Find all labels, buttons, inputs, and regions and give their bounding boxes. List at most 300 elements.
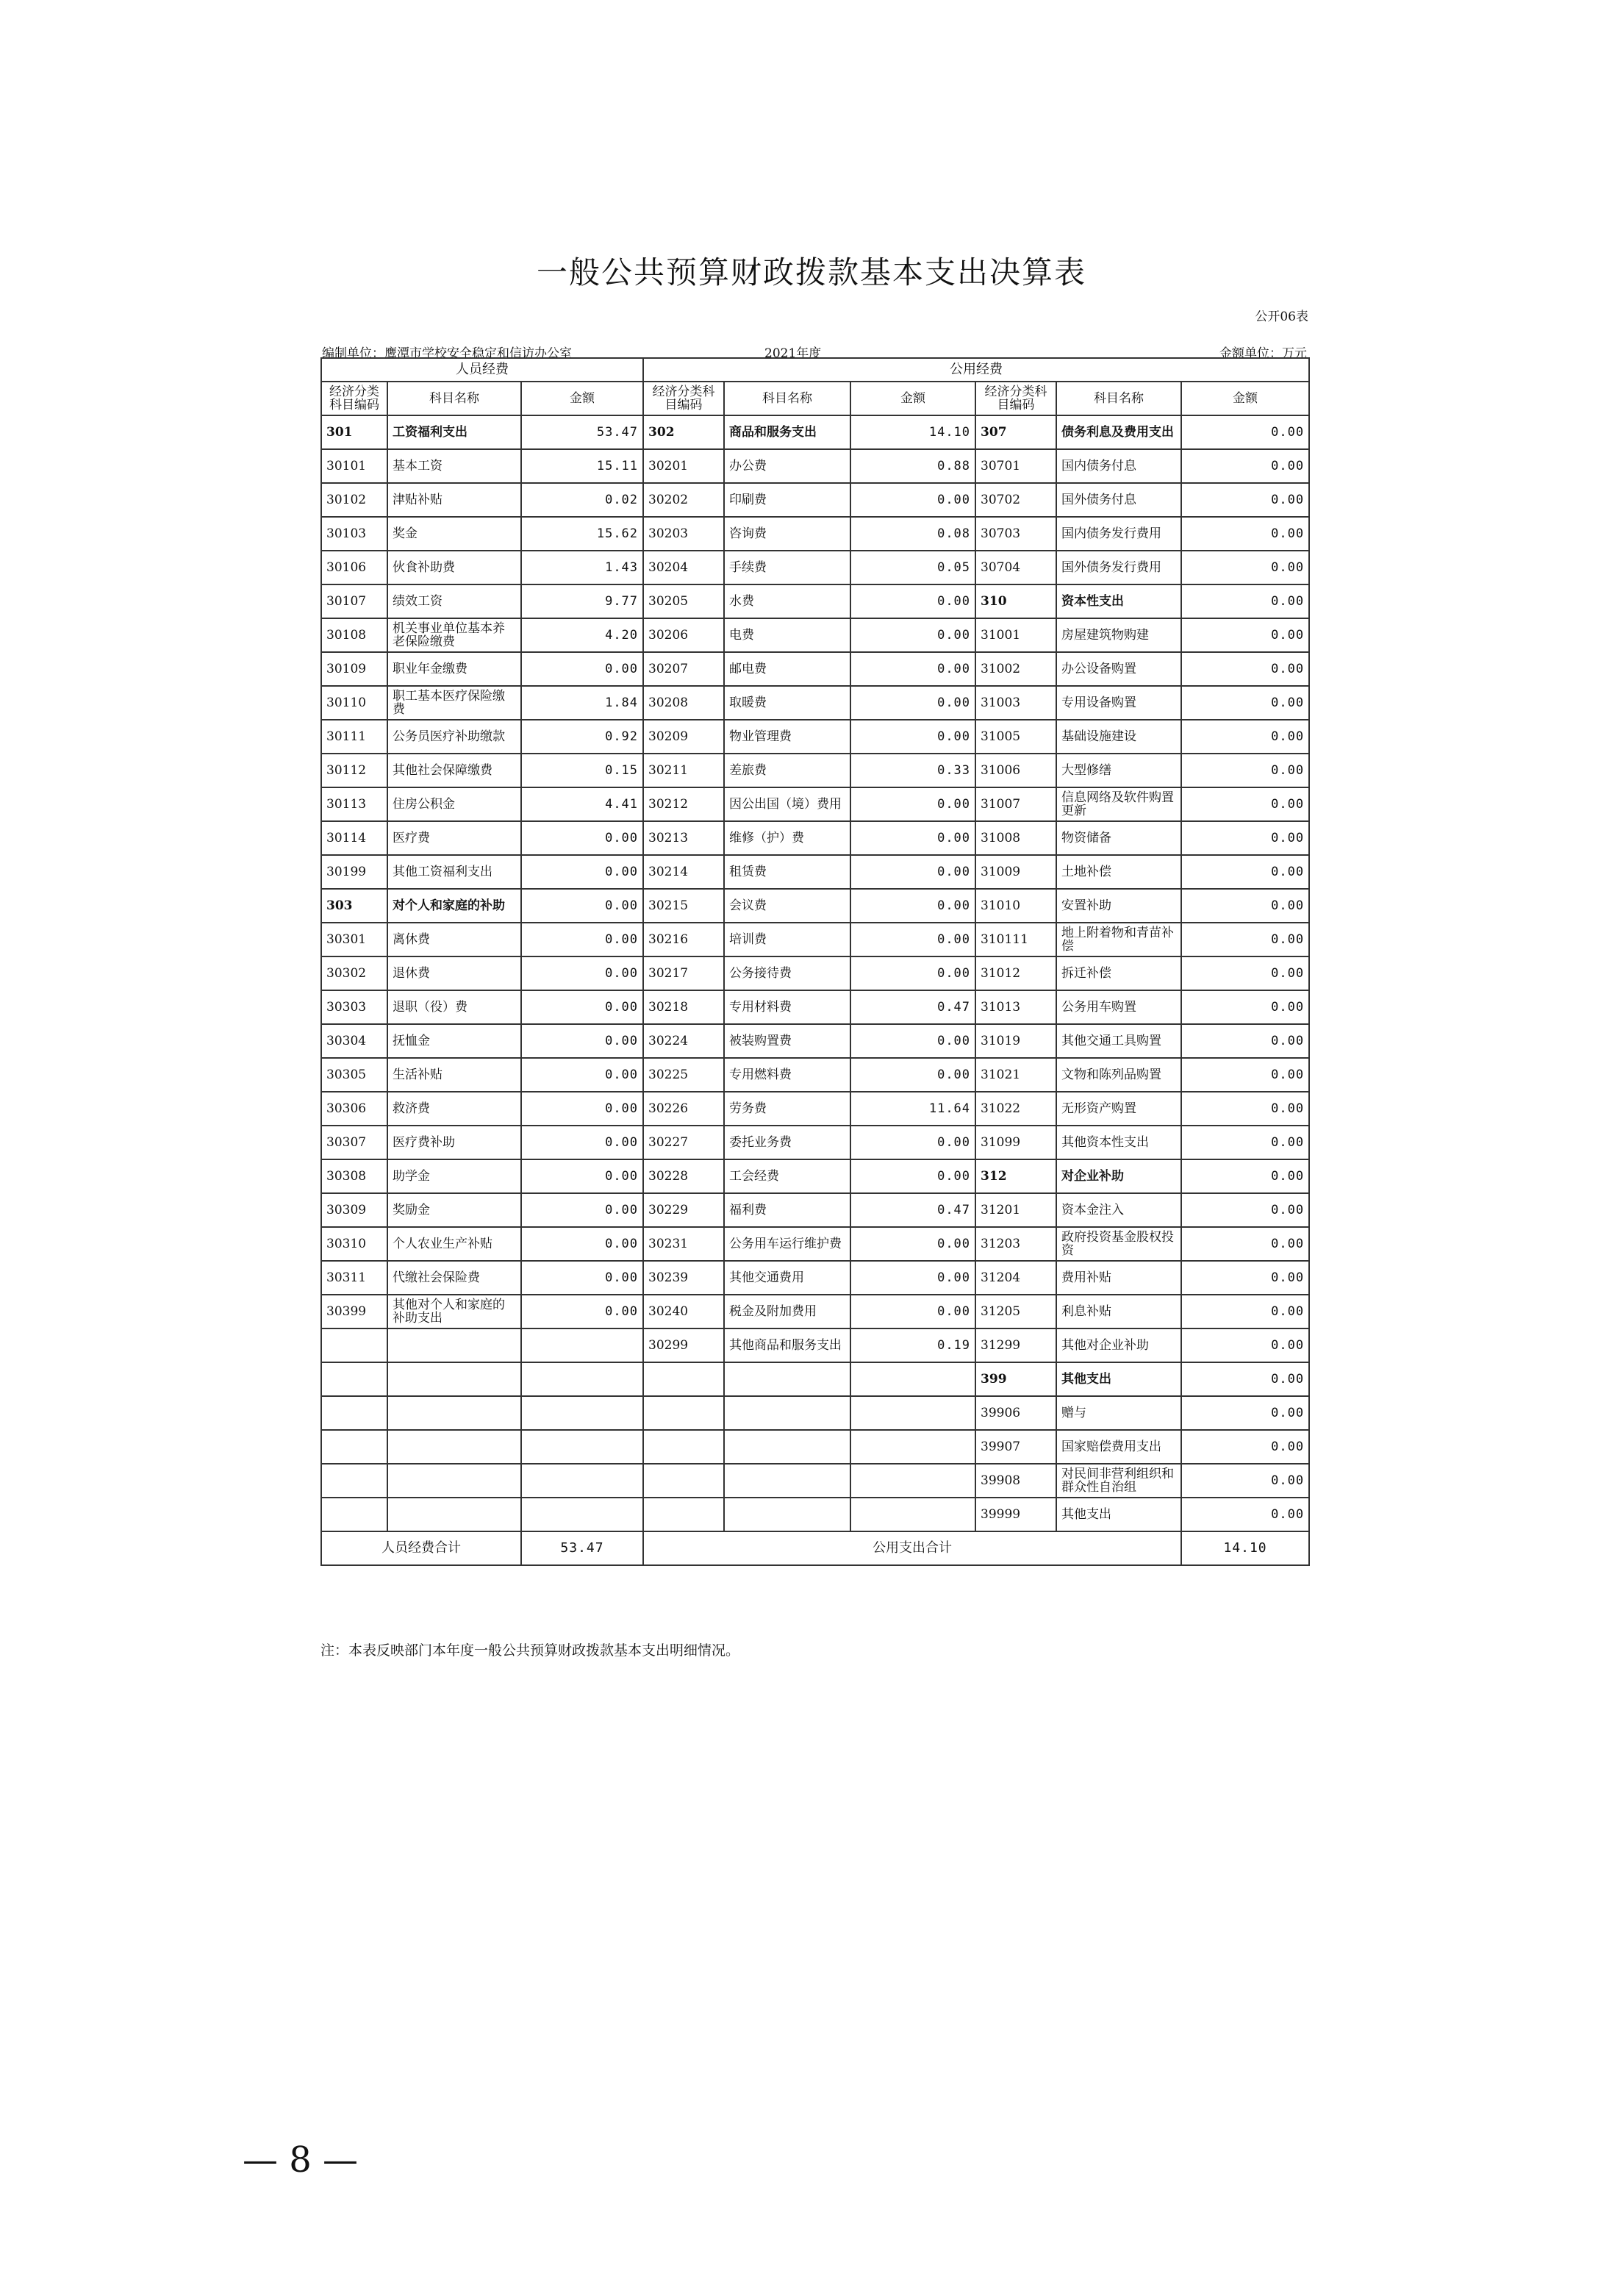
row-name: [387, 1396, 521, 1430]
row-code: [643, 1430, 724, 1464]
row-name: 商品和服务支出: [724, 415, 850, 449]
row-name: [724, 1362, 850, 1396]
row-name: 大型修缮: [1056, 754, 1181, 787]
row-name: 职业年金缴费: [387, 652, 521, 686]
table-row: [321, 1261, 1309, 1295]
row-code: 30308: [321, 1159, 387, 1193]
row-amount: 0.00: [1181, 787, 1309, 821]
row-code: 31201: [975, 1193, 1056, 1227]
row-amount: [521, 1464, 643, 1498]
row-amount: 0.00: [850, 956, 975, 990]
row-code: 30208: [643, 686, 724, 720]
header-amount: 金额: [1181, 382, 1309, 415]
row-name: [387, 1464, 521, 1498]
row-amount: [850, 1396, 975, 1430]
table-row: [321, 686, 1309, 720]
table-row: [321, 754, 1309, 787]
row-amount: 1.84: [521, 686, 643, 720]
row-name: 办公费: [724, 449, 850, 483]
table-row: [321, 1126, 1309, 1159]
row-name: 代缴社会保险费: [387, 1261, 521, 1295]
table-row: [321, 720, 1309, 754]
row-amount: 0.00: [1181, 517, 1309, 551]
row-amount: 0.00: [1181, 754, 1309, 787]
row-amount: 0.00: [1181, 415, 1309, 449]
row-name: 电费: [724, 618, 850, 652]
row-name: [387, 1430, 521, 1464]
row-code: [321, 1498, 387, 1531]
row-name: 安置补助: [1056, 889, 1181, 923]
row-amount: 0.00: [850, 686, 975, 720]
row-amount: 0.00: [521, 1092, 643, 1126]
row-name: 公务用车购置: [1056, 990, 1181, 1024]
row-code: 30205: [643, 584, 724, 618]
row-amount: 14.10: [850, 415, 975, 449]
header-amount: 金额: [521, 382, 643, 415]
row-name: 租赁费: [724, 855, 850, 889]
row-code: 30305: [321, 1058, 387, 1092]
personnel-total-amount: 53.47: [521, 1531, 643, 1565]
row-name: 住房公积金: [387, 787, 521, 821]
row-name: 福利费: [724, 1193, 850, 1227]
row-name: [387, 1328, 521, 1362]
row-code: 30225: [643, 1058, 724, 1092]
row-code: 31002: [975, 652, 1056, 686]
row-code: 30110: [321, 686, 387, 720]
row-amount: 0.00: [521, 1058, 643, 1092]
row-code: 312: [975, 1159, 1056, 1193]
row-code: 30311: [321, 1261, 387, 1295]
row-name: 国内债务发行费用: [1056, 517, 1181, 551]
row-code: 31001: [975, 618, 1056, 652]
row-name: 生活补贴: [387, 1058, 521, 1092]
row-code: 30704: [975, 551, 1056, 584]
row-name: 绩效工资: [387, 584, 521, 618]
table-row: [321, 889, 1309, 923]
row-name: 基础设施建设: [1056, 720, 1181, 754]
row-name: 基本工资: [387, 449, 521, 483]
row-name: 无形资产购置: [1056, 1092, 1181, 1126]
row-amount: 0.00: [850, 1024, 975, 1058]
row-name: 咨询费: [724, 517, 850, 551]
row-name: 国外债务发行费用: [1056, 551, 1181, 584]
row-code: 30211: [643, 754, 724, 787]
row-name: 工资福利支出: [387, 415, 521, 449]
year-label: 2021年度: [764, 346, 822, 361]
table-row: [321, 923, 1309, 956]
row-amount: 0.00: [850, 652, 975, 686]
row-amount: 0.00: [521, 923, 643, 956]
row-code: 30215: [643, 889, 724, 923]
row-amount: 0.00: [521, 1295, 643, 1328]
row-code: 30701: [975, 449, 1056, 483]
row-amount: 0.00: [1181, 449, 1309, 483]
row-name: 抚恤金: [387, 1024, 521, 1058]
row-name: 对民间非营利组织和群众性自治组: [1056, 1464, 1181, 1498]
row-code: [321, 1430, 387, 1464]
row-code: 30213: [643, 821, 724, 855]
row-name: 专用燃料费: [724, 1058, 850, 1092]
row-code: 30229: [643, 1193, 724, 1227]
row-amount: 0.00: [1181, 483, 1309, 517]
row-code: 30216: [643, 923, 724, 956]
row-name: 物业管理费: [724, 720, 850, 754]
table-row: [321, 618, 1309, 652]
row-name: [724, 1396, 850, 1430]
row-amount: 53.47: [521, 415, 643, 449]
row-name: 资本性支出: [1056, 584, 1181, 618]
row-code: 30231: [643, 1227, 724, 1261]
row-code: 39906: [975, 1396, 1056, 1430]
row-code: 31008: [975, 821, 1056, 855]
row-name: 培训费: [724, 923, 850, 956]
table-row: [321, 1024, 1309, 1058]
row-name: 费用补贴: [1056, 1261, 1181, 1295]
row-amount: 0.00: [521, 1193, 643, 1227]
table-row: [321, 1092, 1309, 1126]
row-amount: 0.47: [850, 990, 975, 1024]
row-code: 39907: [975, 1430, 1056, 1464]
row-amount: 0.00: [521, 652, 643, 686]
public-total-label: 公用支出合计: [643, 1531, 1181, 1565]
row-amount: 0.00: [850, 584, 975, 618]
row-name: [724, 1498, 850, 1531]
row-amount: 11.64: [850, 1092, 975, 1126]
row-amount: 0.00: [521, 1126, 643, 1159]
row-name: [724, 1464, 850, 1498]
row-name: 奖励金: [387, 1193, 521, 1227]
row-code: 30307: [321, 1126, 387, 1159]
table-row: [321, 855, 1309, 889]
row-amount: 0.00: [1181, 1498, 1309, 1531]
row-code: 30239: [643, 1261, 724, 1295]
row-code: 30209: [643, 720, 724, 754]
row-name: 拆迁补偿: [1056, 956, 1181, 990]
table-row: [321, 1498, 1309, 1531]
personnel-total-label: 人员经费合计: [321, 1531, 521, 1565]
row-amount: 0.00: [1181, 1464, 1309, 1498]
row-amount: 0.00: [850, 923, 975, 956]
row-amount: [521, 1430, 643, 1464]
row-code: 302: [643, 415, 724, 449]
row-name: 邮电费: [724, 652, 850, 686]
row-amount: 9.77: [521, 584, 643, 618]
row-name: 离休费: [387, 923, 521, 956]
row-amount: 0.00: [1181, 923, 1309, 956]
row-amount: 0.00: [1181, 1092, 1309, 1126]
table-row: [321, 1362, 1309, 1396]
row-name: 差旅费: [724, 754, 850, 787]
table-row: [321, 415, 1309, 449]
row-amount: 0.15: [521, 754, 643, 787]
table-row: [321, 517, 1309, 551]
row-name: 其他交通费用: [724, 1261, 850, 1295]
page-title: 一般公共预算财政拨款基本支出决算表: [536, 254, 1086, 290]
row-code: 31203: [975, 1227, 1056, 1261]
table-row: [321, 449, 1309, 483]
unit-label: 金额单位：万元: [1219, 346, 1307, 361]
row-name: 机关事业单位基本养老保险缴费: [387, 618, 521, 652]
row-amount: 0.92: [521, 720, 643, 754]
header-amount: 金额: [850, 382, 975, 415]
row-name: 其他社会保障缴费: [387, 754, 521, 787]
row-name: 物资储备: [1056, 821, 1181, 855]
row-code: [643, 1362, 724, 1396]
table-body: [321, 415, 1309, 1531]
row-amount: 0.00: [1181, 1295, 1309, 1328]
row-name: 文物和陈列品购置: [1056, 1058, 1181, 1092]
section-personnel: 人员经费: [321, 358, 643, 382]
row-amount: 0.05: [850, 551, 975, 584]
row-code: 30203: [643, 517, 724, 551]
row-name: 伙食补助费: [387, 551, 521, 584]
row-code: 30199: [321, 855, 387, 889]
row-code: 30226: [643, 1092, 724, 1126]
table-row: [321, 1396, 1309, 1430]
row-amount: 0.00: [1181, 1024, 1309, 1058]
row-name: 退休费: [387, 956, 521, 990]
row-amount: 15.62: [521, 517, 643, 551]
row-code: 30302: [321, 956, 387, 990]
row-code: 30702: [975, 483, 1056, 517]
table-row: [321, 990, 1309, 1024]
row-name: 国内债务付息: [1056, 449, 1181, 483]
row-amount: 0.00: [850, 483, 975, 517]
row-amount: 0.00: [850, 855, 975, 889]
row-amount: [521, 1396, 643, 1430]
row-code: 30703: [975, 517, 1056, 551]
header-code: 经济分类科目编码: [643, 382, 724, 415]
table-tag: 公开06表: [1255, 310, 1308, 324]
header-name: 科目名称: [387, 382, 521, 415]
row-code: 30224: [643, 1024, 724, 1058]
row-amount: 0.00: [850, 821, 975, 855]
row-name: 会议费: [724, 889, 850, 923]
row-code: 31003: [975, 686, 1056, 720]
row-amount: [850, 1498, 975, 1531]
row-name: 专用材料费: [724, 990, 850, 1024]
row-amount: 0.00: [521, 1227, 643, 1261]
table-row: [321, 1227, 1309, 1261]
public-total-amount: 14.10: [1181, 1531, 1309, 1565]
row-code: 30310: [321, 1227, 387, 1261]
row-code: 30227: [643, 1126, 724, 1159]
row-name: 水费: [724, 584, 850, 618]
row-code: 30202: [643, 483, 724, 517]
row-code: 30102: [321, 483, 387, 517]
row-name: 印刷费: [724, 483, 850, 517]
row-name: 维修（护）费: [724, 821, 850, 855]
row-code: 31006: [975, 754, 1056, 787]
row-code: 30201: [643, 449, 724, 483]
row-amount: 0.00: [521, 855, 643, 889]
row-code: 30204: [643, 551, 724, 584]
row-name: 其他工资福利支出: [387, 855, 521, 889]
table-row: [321, 1328, 1309, 1362]
row-amount: 0.00: [1181, 1362, 1309, 1396]
row-code: 30103: [321, 517, 387, 551]
table-row: [321, 1295, 1309, 1328]
row-code: 31019: [975, 1024, 1056, 1058]
row-name: 税金及附加费用: [724, 1295, 850, 1328]
row-code: 30306: [321, 1092, 387, 1126]
row-code: 31021: [975, 1058, 1056, 1092]
row-code: 30106: [321, 551, 387, 584]
row-amount: 0.00: [1181, 686, 1309, 720]
row-code: [321, 1396, 387, 1430]
row-code: 31012: [975, 956, 1056, 990]
row-name: 政府投资基金股权投资: [1056, 1227, 1181, 1261]
row-code: 30301: [321, 923, 387, 956]
row-amount: [521, 1362, 643, 1396]
row-code: 30399: [321, 1295, 387, 1328]
row-amount: 0.00: [521, 990, 643, 1024]
row-name: 公务接待费: [724, 956, 850, 990]
row-name: 医疗费: [387, 821, 521, 855]
row-amount: 0.00: [850, 889, 975, 923]
row-amount: 0.00: [521, 889, 643, 923]
row-amount: 0.00: [1181, 720, 1309, 754]
row-name: [387, 1362, 521, 1396]
row-amount: [521, 1498, 643, 1531]
page-number: — 8 —: [243, 2139, 359, 2181]
row-amount: [850, 1362, 975, 1396]
row-name: 被装购置费: [724, 1024, 850, 1058]
row-code: 30309: [321, 1193, 387, 1227]
table-row: [321, 1193, 1309, 1227]
org-label: 编制单位：鹰潭市学校安全稳定和信访办公室: [322, 346, 572, 361]
row-name: 其他交通工具购置: [1056, 1024, 1181, 1058]
table-row: [321, 652, 1309, 686]
row-amount: 0.00: [521, 956, 643, 990]
row-amount: 0.88: [850, 449, 975, 483]
row-code: 31005: [975, 720, 1056, 754]
row-code: 30217: [643, 956, 724, 990]
row-amount: 0.00: [1181, 551, 1309, 584]
table-row: [321, 1058, 1309, 1092]
row-amount: 0.00: [521, 1159, 643, 1193]
row-amount: 0.00: [1181, 1227, 1309, 1261]
table-row: [321, 821, 1309, 855]
row-amount: 0.00: [1181, 1159, 1309, 1193]
row-code: 31007: [975, 787, 1056, 821]
row-name: 工会经费: [724, 1159, 850, 1193]
row-amount: 0.00: [850, 1126, 975, 1159]
row-amount: 0.00: [1181, 618, 1309, 652]
table-row: [321, 787, 1309, 821]
row-amount: 0.00: [850, 787, 975, 821]
row-amount: 0.00: [1181, 1261, 1309, 1295]
row-amount: 0.00: [1181, 821, 1309, 855]
row-amount: 0.00: [1181, 1328, 1309, 1362]
row-code: 307: [975, 415, 1056, 449]
row-code: 31099: [975, 1126, 1056, 1159]
table-row: [321, 956, 1309, 990]
row-name: 职工基本医疗保险缴费: [387, 686, 521, 720]
table-meta: [320, 343, 1308, 359]
row-code: 30108: [321, 618, 387, 652]
table-row: [321, 483, 1309, 517]
row-code: [643, 1498, 724, 1531]
row-code: [321, 1328, 387, 1362]
row-name: 土地补偿: [1056, 855, 1181, 889]
row-name: 医疗费补助: [387, 1126, 521, 1159]
row-code: 30303: [321, 990, 387, 1024]
row-name: 办公设备购置: [1056, 652, 1181, 686]
section-public: 公用经费: [643, 358, 1309, 382]
header-name: 科目名称: [724, 382, 850, 415]
row-code: 30240: [643, 1295, 724, 1328]
row-code: 31010: [975, 889, 1056, 923]
row-amount: 0.00: [850, 1227, 975, 1261]
row-code: 31013: [975, 990, 1056, 1024]
row-code: [321, 1362, 387, 1396]
row-code: 303: [321, 889, 387, 923]
row-name: 个人农业生产补贴: [387, 1227, 521, 1261]
row-name: 劳务费: [724, 1092, 850, 1126]
row-code: 31009: [975, 855, 1056, 889]
row-amount: 0.33: [850, 754, 975, 787]
row-code: 30218: [643, 990, 724, 1024]
row-name: 取暖费: [724, 686, 850, 720]
table-row: [321, 1159, 1309, 1193]
row-name: 专用设备购置: [1056, 686, 1181, 720]
row-name: 地上附着物和青苗补偿: [1056, 923, 1181, 956]
row-code: 30212: [643, 787, 724, 821]
row-code: 30214: [643, 855, 724, 889]
header-code: 经济分类科目编码: [321, 382, 387, 415]
table-row: [321, 584, 1309, 618]
row-name: 救济费: [387, 1092, 521, 1126]
row-name: 津贴补贴: [387, 483, 521, 517]
row-name: 公务员医疗补助缴款: [387, 720, 521, 754]
row-name: 手续费: [724, 551, 850, 584]
row-name: 房屋建筑物购建: [1056, 618, 1181, 652]
row-name: 其他支出: [1056, 1498, 1181, 1531]
row-name: 其他对企业补助: [1056, 1328, 1181, 1362]
row-amount: 0.00: [850, 1058, 975, 1092]
row-name: 其他支出: [1056, 1362, 1181, 1396]
row-name: 奖金: [387, 517, 521, 551]
row-name: 其他商品和服务支出: [724, 1328, 850, 1362]
row-amount: 0.47: [850, 1193, 975, 1227]
row-amount: 0.00: [850, 618, 975, 652]
row-name: 对企业补助: [1056, 1159, 1181, 1193]
row-code: 31022: [975, 1092, 1056, 1126]
table-row: [321, 1464, 1309, 1498]
row-amount: 0.00: [1181, 1126, 1309, 1159]
row-code: 31205: [975, 1295, 1056, 1328]
row-amount: [521, 1328, 643, 1362]
row-name: 因公出国（境）费用: [724, 787, 850, 821]
row-name: 其他资本性支出: [1056, 1126, 1181, 1159]
table-row: [321, 1430, 1309, 1464]
row-amount: 0.00: [850, 1159, 975, 1193]
row-code: 30228: [643, 1159, 724, 1193]
row-code: 31204: [975, 1261, 1056, 1295]
row-code: 30107: [321, 584, 387, 618]
row-name: 国家赔偿费用支出: [1056, 1430, 1181, 1464]
row-code: 30109: [321, 652, 387, 686]
row-name: 助学金: [387, 1159, 521, 1193]
row-code: 310: [975, 584, 1056, 618]
row-code: 30304: [321, 1024, 387, 1058]
row-code: 39999: [975, 1498, 1056, 1531]
row-name: 债务利息及费用支出: [1056, 415, 1181, 449]
row-code: 30299: [643, 1328, 724, 1362]
row-code: 399: [975, 1362, 1056, 1396]
table-note: 注：本表反映部门本年度一般公共预算财政拨款基本支出明细情况。: [320, 1642, 740, 1659]
